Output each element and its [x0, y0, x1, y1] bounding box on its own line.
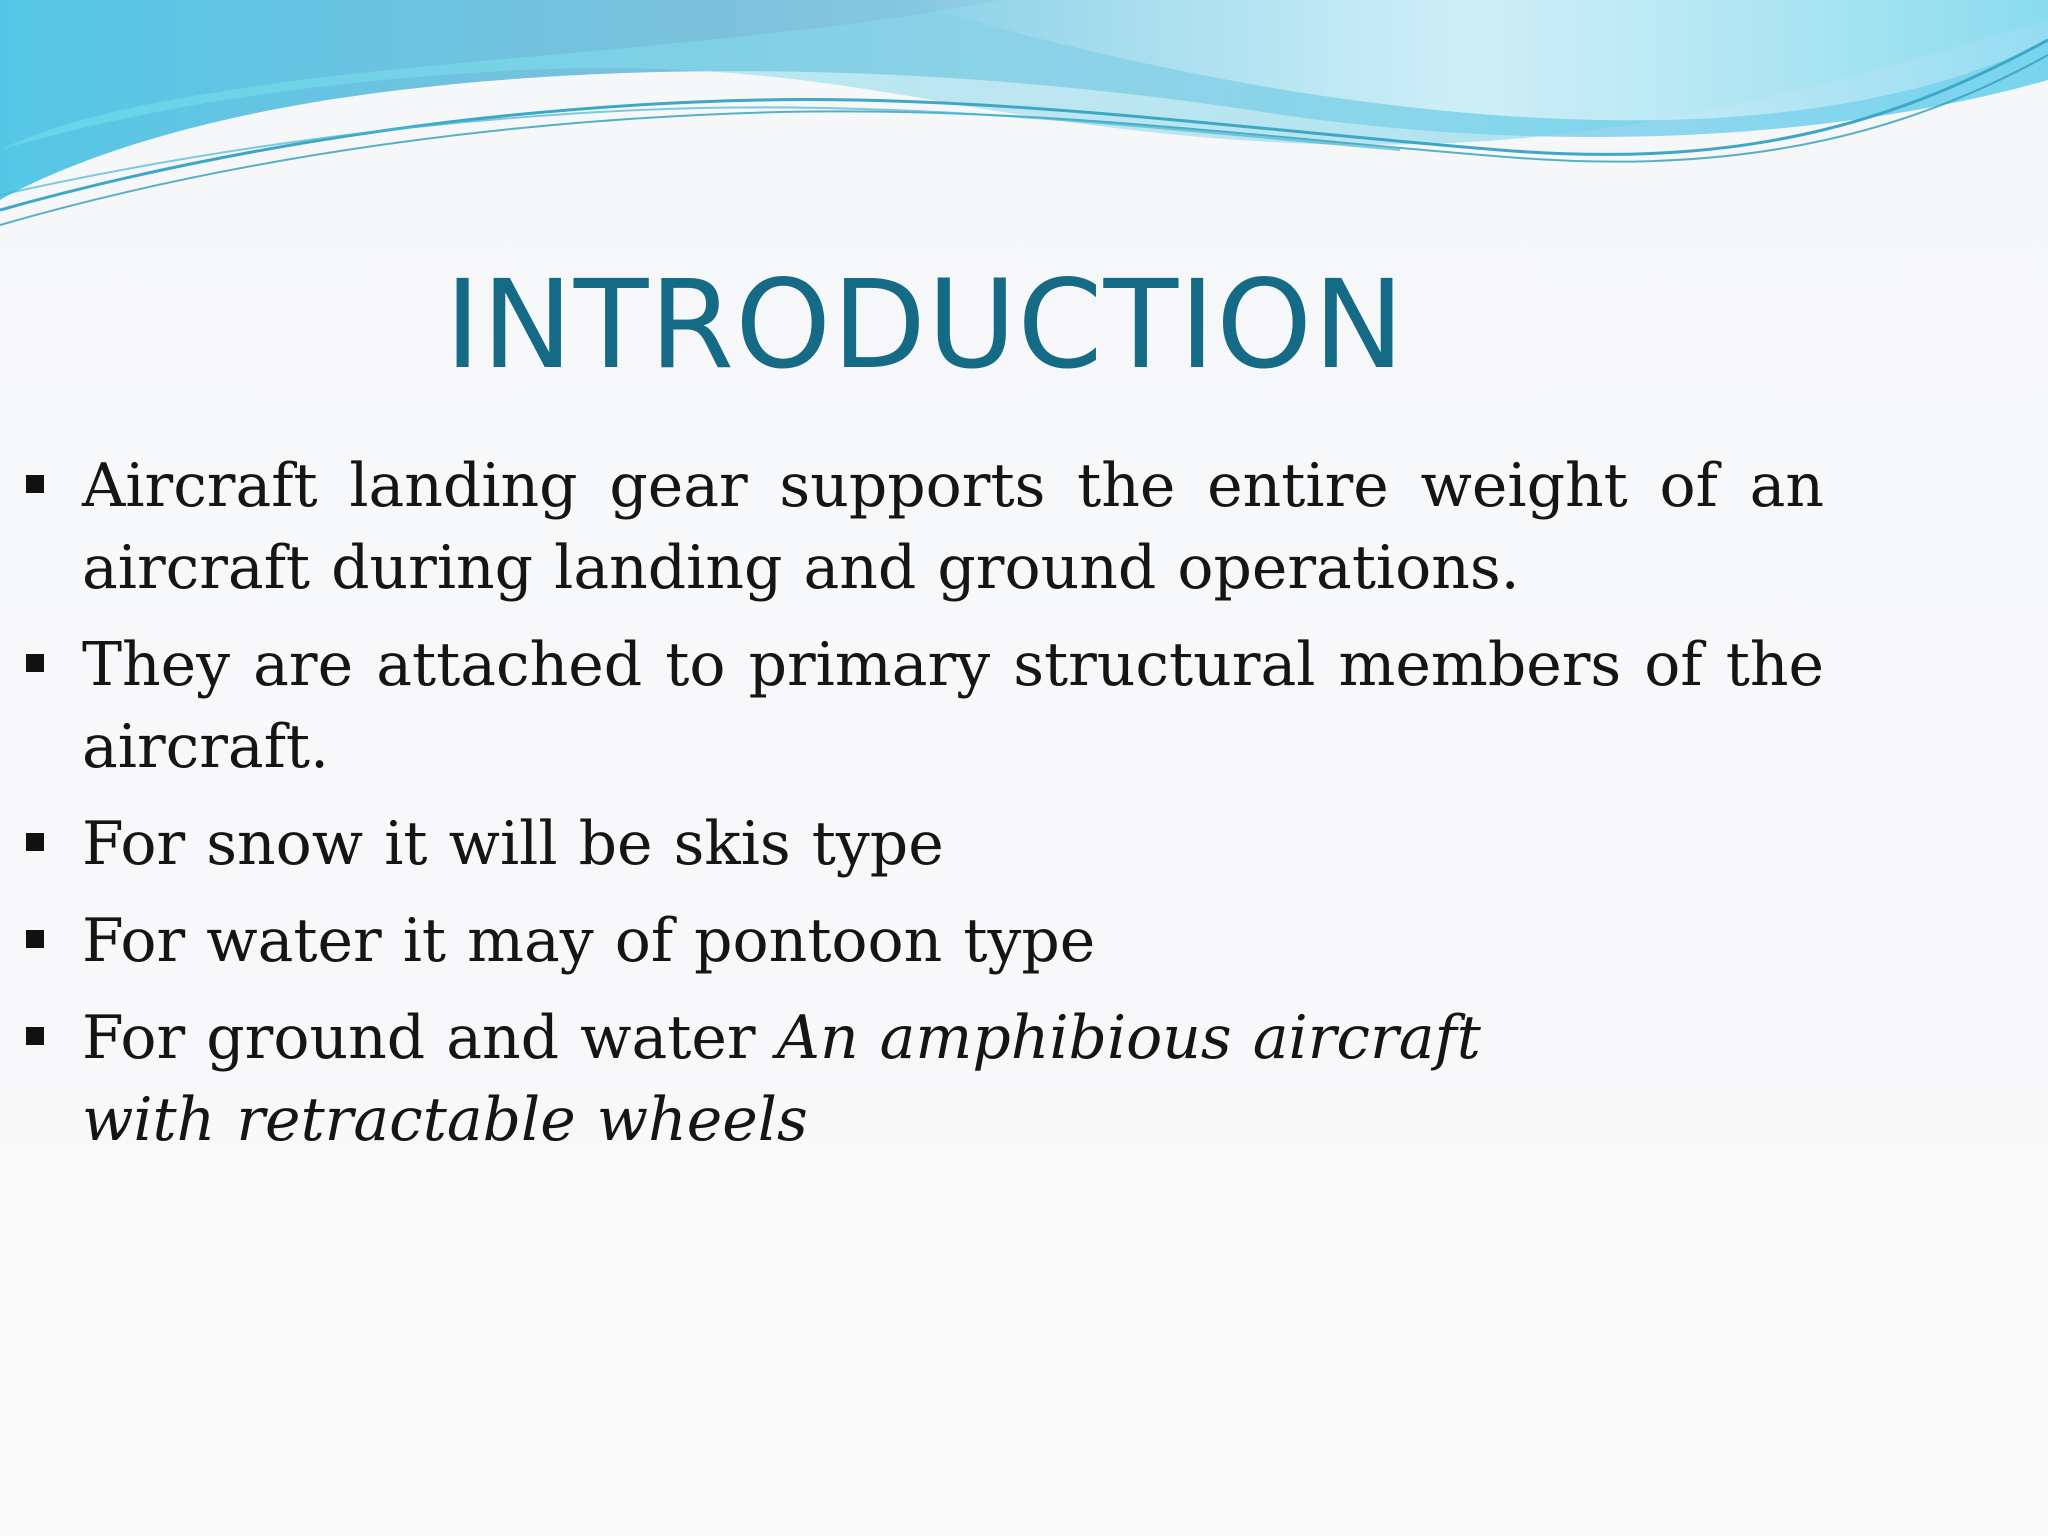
square-bullet-icon [26, 930, 44, 948]
bullet-text: For snow it will be skis type [82, 809, 944, 879]
square-bullet-icon [26, 1027, 44, 1045]
bullet-item [0, 624, 1824, 788]
bullet-text: Aircraft landing gear supports the entire weight of an aircraft during landing and ground operations. [82, 451, 1824, 603]
bullet-text: For ground and water [82, 1003, 777, 1073]
bullet-list [0, 445, 2048, 1161]
bullet-item [0, 997, 1602, 1161]
bullet-item [0, 445, 1824, 609]
square-bullet-icon [26, 654, 44, 672]
slide-title: INTRODUCTION [444, 254, 1406, 396]
square-bullet-icon [26, 833, 44, 851]
bullet-text: They are attached to primary structural members of the aircraft. [82, 630, 1824, 782]
wave-header-graphic [0, 0, 2048, 240]
bullet-italic-text: An amphibious aircraft with retractable wheels [82, 1003, 1481, 1155]
bullet-text: For water it may of pontoon type [82, 906, 1096, 976]
square-bullet-icon [26, 475, 44, 493]
bullet-item [0, 900, 1824, 982]
bullet-item [0, 803, 1824, 885]
